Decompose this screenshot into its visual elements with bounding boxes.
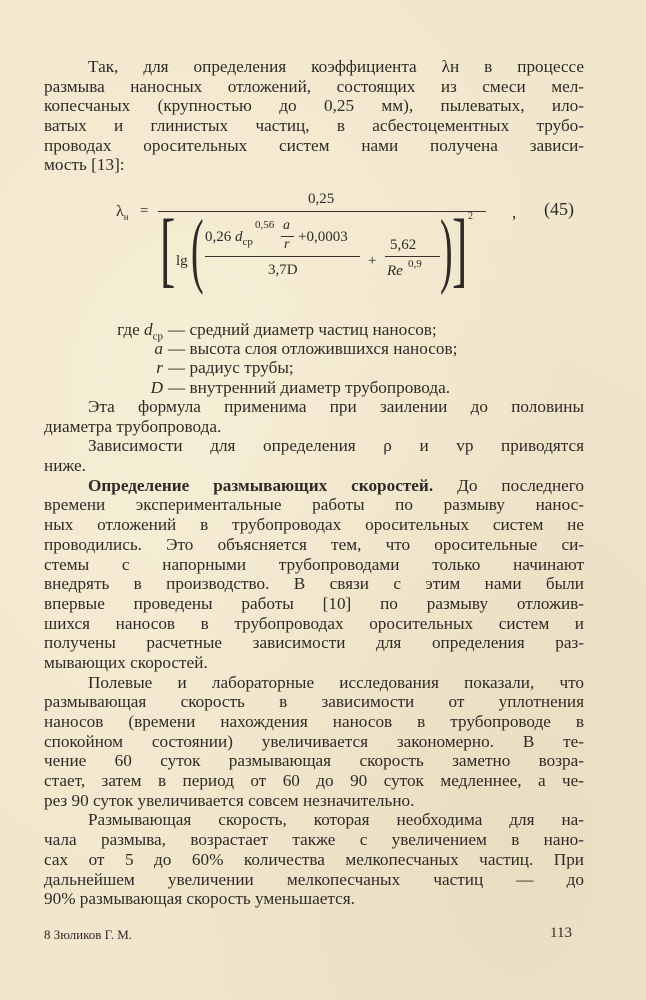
text-line: чение 60 суток размывающая скорость заметно возра- (44, 751, 584, 771)
d-symbol: d (235, 229, 243, 245)
text-line: впервые проведены работы [10] по размыву отложив- (44, 593, 584, 613)
definition-row (78, 320, 457, 343)
definition-text: — высота слоя отложившихся наносов; (168, 339, 458, 359)
right-bracket: ] (452, 203, 468, 296)
symbol: d (144, 320, 153, 339)
second-fraction-bar (385, 256, 440, 257)
text-line: стемы с напорными трубопроводами только начинают (44, 554, 584, 574)
text-line: рез 90 суток увеличивается совсем незначительно. (44, 790, 415, 810)
definition-symbol: r (156, 358, 163, 378)
text-line: Размывающая скорость, которая необходима для на- (88, 810, 584, 830)
symbol-subscript: ср (152, 330, 163, 343)
inner-numerator (205, 229, 253, 248)
section-heading: Определение размывающих скоростей. (88, 475, 434, 495)
text-line: наносов (времени нахождения наносов в трубопроводе в (44, 712, 584, 731)
text-line: стает, затем в период от 60 до 90 суток медленнее, а че- (44, 771, 584, 791)
intro-paragraph (44, 57, 584, 175)
text-line: проводах оросительных систем нами получена зависи- (44, 135, 584, 155)
text-line: Полевые и лабораторные исследования показали, что (88, 672, 584, 692)
equation-number: (45) (544, 199, 574, 219)
inner-fraction-bar (205, 256, 360, 257)
left-paren: ( (191, 203, 204, 296)
main-fraction-bar (158, 211, 486, 212)
text-line: мывающих скоростей. (44, 652, 208, 672)
text-line: размывающая скорость в зависимости от уплотнения (44, 692, 584, 712)
definition-row (78, 339, 457, 358)
definition-row (78, 358, 457, 377)
definition-symbol (78, 320, 168, 343)
definition-row (78, 378, 457, 397)
text-line: мость [13]: (44, 155, 125, 175)
left-bracket: [ (160, 203, 176, 296)
text-line: копесчаных (крупностью до 0,25 мм), пылеватых, ило- (44, 96, 584, 116)
signature-mark: 8 Зюликов Г. М. (44, 927, 132, 942)
a-symbol: a (283, 218, 290, 233)
text-line: размыва наносных отложений, состоящих из смеси мел- (44, 76, 584, 96)
lambda-subscript: н (123, 212, 129, 223)
text-line: 90% размывающая скорость уменьшается. (44, 889, 355, 909)
definition-symbol: D (150, 377, 163, 397)
text-line: чала размыва, возрастает также с увеличением в нано- (44, 830, 584, 850)
text-line: дальнейшем увеличении мелкопесчаных частиц — до (44, 869, 584, 889)
d-subscript: ср (242, 236, 253, 248)
text-line: ниже. (44, 456, 86, 476)
definition-text: — средний диаметр частиц наносов; (168, 320, 437, 339)
text-line: получены расчетные зависимости для определения раз- (44, 633, 584, 653)
formula-numerator: 0,25 (308, 191, 335, 207)
d-exponent: 0,56 (255, 219, 275, 231)
text-line: спокойном состоянии) увеличивается закономерно. В те- (44, 731, 584, 751)
text-line: шихся наносов в трубопроводах оросительных систем и (44, 613, 584, 633)
text-line: проводились. Это объясняется тем, что оросительные си- (44, 534, 584, 554)
text-line (44, 476, 584, 496)
text-line: времени экспериментальные работы по размыву нанос- (44, 495, 584, 515)
text-line: ных отложений в трубопроводах оросительных систем не (44, 515, 584, 535)
coef: 0,26 (205, 229, 232, 245)
re-symbol: Re (387, 263, 403, 279)
formula-comma: , (512, 203, 517, 222)
plus-sign: + (368, 253, 377, 269)
lambda-symbol: λ (116, 203, 124, 220)
formula-lambda (116, 203, 129, 222)
definition-text: — радиус трубы; (168, 358, 294, 378)
definitions-list (78, 320, 457, 397)
re-exponent: 0,9 (408, 258, 422, 270)
inner-denominator: 3,7D (268, 262, 298, 278)
text-line: ватых и глинистых частиц, в асбестоцементных трубо- (44, 116, 584, 136)
formula-equals: = (140, 203, 149, 219)
body-text (44, 397, 584, 909)
definition-symbol: a (154, 339, 163, 359)
text-line: внедрять в производство. В связи с этим нами были (44, 574, 584, 594)
definition-prefix: где (117, 320, 140, 339)
text-line: Эта формула применима при заилении до половины (88, 397, 584, 416)
definition-text: — внутренний диаметр трубопровода. (168, 377, 451, 397)
text-line: сах от 5 до 60% количества мелкопесчаных частиц. При (44, 849, 584, 869)
formula-lg: lg (176, 253, 188, 269)
r-symbol: r (284, 237, 290, 252)
second-numerator: 5,62 (390, 237, 417, 253)
right-paren: ) (440, 203, 453, 296)
square-exponent: 2 (468, 211, 473, 222)
text-line: диаметра трубопровода. (44, 416, 222, 436)
page-number: 113 (550, 925, 572, 941)
line-text: До последнего (457, 475, 584, 495)
text-line: Так, для определения коэффициента λн в процессе (88, 57, 584, 76)
text-line: Зависимости для определения ρ и vр приводятся (88, 436, 584, 456)
plus-term: +0,0003 (298, 229, 348, 245)
